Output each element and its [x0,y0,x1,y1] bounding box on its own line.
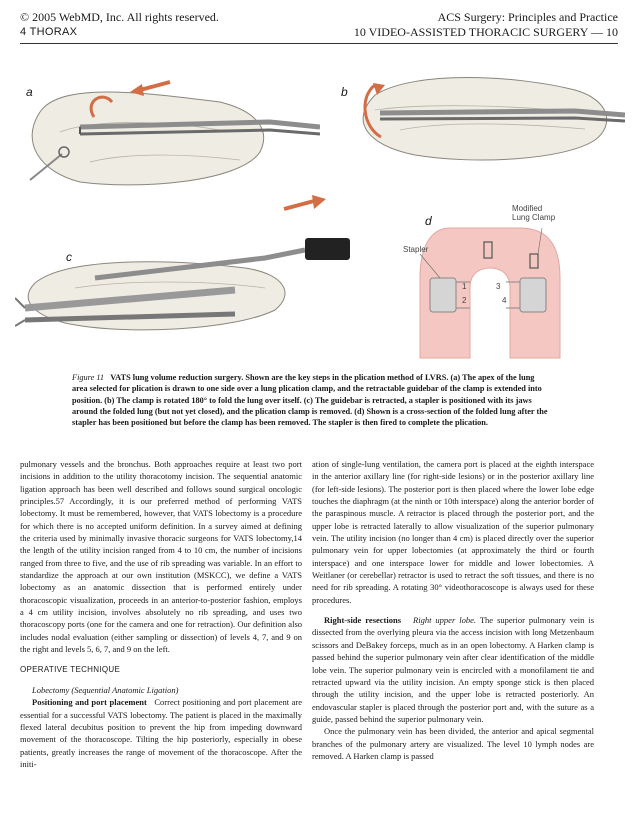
copyright-line: © 2005 WebMD, Inc. All rights reserved. [20,10,219,24]
book-title: ACS Surgery: Principles and Practice [437,10,618,24]
run-in-subheading: Right upper lobe. [413,615,477,626]
body-column-right [312,458,594,762]
paragraph [312,614,594,725]
callout-4: 4 [502,296,507,305]
figure-panel-a-illustration [20,72,320,197]
callout-2: 2 [462,296,467,305]
figure-panel-c-illustration [15,228,375,348]
section-heading: OPERATIVE TECHNIQUE [20,664,121,674]
panel-d-label: d [425,214,432,228]
header-rule [20,43,618,44]
chapter-title: 10 VIDEO-ASSISTED THORACIC SURGERY — 10 [353,25,618,39]
figure-number: Figure 11 [72,373,105,382]
modified-label: Modified [512,204,543,213]
caption-text: VATS lung volume reduction surgery. Shown are the key steps in the plication method of LVRS. (a) The apex of the lung area selected for plication is drawn to one side over a lung plication clamp, and the retractable guidebar of the clamp is extended into position. (b) The clamp is rotated 180° to fold the lung over itself. (c) The guidebar is retracted, a stapler is positioned with its jaws around the folded lung (but not yet closed), and the plication clamp is removed. (d) Shown is a cross-section of the folded lung after the stapler has been positioned but before the clamp has been removed. The stapler is then fired to complete the plication. [72,373,548,428]
paragraph-text: The superior pulmonary vein is dissected from the overlying pleura via the access incision with long Metzenbaum scissors and DeBakey forceps, much as in an open lobectomy. A Harken clamp is passed behind the superior pulmonary vein after clear identification of the middle lobe vein. The superior pulmonary vein is encircled with a monofilament tie and retracted upward via the utility incision. An empty sponge stick is then placed through the utility incision, and the upper lobe is retracted posteriorly. An endovascular stapler is placed through the posterior port and, with the suture as a guide, passed behind the superior pulmonary vein. [312,615,595,724]
paragraph-text: Correct positioning and port placement are essential for a successful VATS lobectomy. The patient is placed in the maximally flexed lateral decubitus position to prevent the hip from impeding downward movement of the thoracoscope. Tilting the hip posteriorly, especially in obese patients, greatly increases the range of movement of the thoracoscope. After the initi- [20,697,302,769]
figure-panel-b-illustration [345,55,625,180]
section-label: 4 THORAX [20,26,78,38]
body-column-left [20,458,302,770]
stapler-label: Stapler [403,245,429,254]
run-in-heading: Positioning and port placement [32,697,147,708]
running-header-left [20,10,219,40]
callout-3: 3 [496,282,501,291]
figure-caption [72,372,550,428]
panel-c-label: c [66,250,72,264]
panel-a-label: a [26,85,33,99]
modified-lung-clamp-label [512,204,555,222]
step-arrow [280,193,330,215]
figure-panel-d-illustration [410,218,570,368]
paragraph: Once the pulmonary vein has been divided, the anterior and apical segmental branches of the pulmonary artery are visualized. The level 10 lymph nodes are removed. A Harken clamp is passed [312,726,594,761]
running-header-right [354,10,618,40]
run-in-heading: Right-side resections [324,615,402,626]
callout-1: 1 [462,282,467,291]
panel-b-label: b [341,85,348,99]
paragraph [20,696,302,770]
subsection-heading: Lobectomy (Sequential Anatomic Ligation) [32,684,179,695]
paragraph: pulmonary vessels and the bronchus. Both approaches require at least two port incisions in addition to the utility thoracotomy incision. The sequential anatomic ligation approach has been well described and follows sound surgical oncologic principles.57 Accordingly, it is our preferred method of performing VATS lobectomy. It must be remembered, however, that VATS lobectomy is a procedure for which there is no accepted uniform definition. In a survey aimed at defining the criteria used by minimally invasive thoracic surgeons for VATS lobectomy,14 the length of the utility incision ranged from 4 to 10 cm, the number of incisions ranged from three to five, and the use of rib spreading was variable. In an effort to standardize the approach at our own institution (MSKCC), we define a VATS lobectomy as an anatomic dissection that is performed entirely under thoracoscopic visualization, proceeds in an anterior-to-posterior fashion, employs a 4 cm utility incision, involves absolutely no rib spreading, and uses two thoracoscopy ports (one for the camera and one for retraction). Our definition also includes nodal evaluation (either sampling or dissection) of levels 4, 7, and 9 on the right and levels 5, 6, 7, and 9 on the left. [20,459,302,655]
lung-clamp-label: Lung Clamp [512,213,556,222]
paragraph: ation of single-lung ventilation, the camera port is placed at the eighth interspace in the anterior axillary line (for right-side lesions) or in the posterior axillary line (for left-side lesions). The posterior port is then placed where the lower lobe edge touches the diaphragm (at the ninth or 10th interspace) along the anterior border of the paraspinous muscle. A retractor is placed through the posterior port, and the upper lobe is retracted laterally to allow visualization of the superior pulmonary vein. The utility incision (no longer than 4 cm) is placed directly over the superior pulmonary vein for upper lobectomies (at approximately the third or fourth interspace) and one interspace lower for middle and lower lobectomies. A Weitlaner (or cerebellar) retractor is used to retract the soft tissues, and there is no need for rib spreading. A rotating 30° videothoracoscope is always used for these procedures. [312,459,594,605]
